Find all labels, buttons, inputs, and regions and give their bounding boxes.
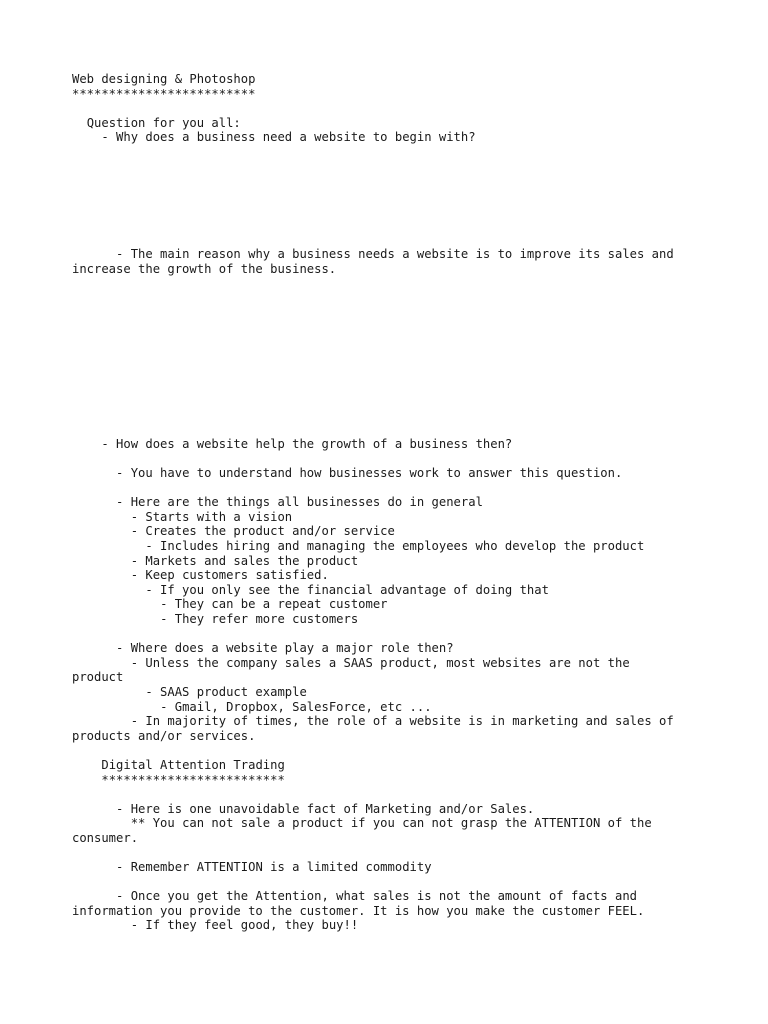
- text-line: [72, 320, 712, 335]
- text-line: [72, 160, 712, 175]
- text-line: [72, 218, 712, 233]
- text-line: [72, 233, 712, 248]
- text-line: - They refer more customers: [72, 611, 359, 626]
- text-line: Digital Attention Trading: [72, 757, 285, 772]
- text-line: - If they feel good, they buy!!: [72, 918, 359, 933]
- text-line: - How does a website help the growth of a business then?: [72, 436, 513, 451]
- text-line: - Remember ATTENTION is a limited commodity: [72, 860, 432, 875]
- text-line: increase the growth of the business.: [72, 261, 337, 276]
- text-line: [72, 875, 712, 890]
- text-line: [72, 481, 712, 496]
- text-line: *************************: [72, 86, 256, 101]
- text-line: [72, 408, 712, 423]
- text-line: - They can be a repeat customer: [72, 597, 388, 612]
- text-line: product: [72, 670, 124, 685]
- text-line: [72, 306, 712, 321]
- document-page: [72, 72, 712, 933]
- text-line: [72, 335, 712, 350]
- text-line: - Markets and sales the product: [72, 553, 359, 568]
- text-line: - SAAS product example: [72, 684, 307, 699]
- text-line: [72, 364, 712, 379]
- text-line: products and/or services.: [72, 728, 256, 743]
- text-line: - The main reason why a business needs a website is to improve its sales and: [72, 247, 674, 262]
- text-line: [72, 378, 712, 393]
- text-line: [72, 349, 712, 364]
- text-line: - Unless the company sales a SAAS product, most websites are not the: [72, 655, 630, 670]
- text-line: - Starts with a vision: [72, 509, 293, 524]
- text-line: [72, 101, 712, 116]
- text-line: [72, 291, 712, 306]
- text-line: Question for you all:: [72, 115, 241, 130]
- text-line: [72, 743, 712, 758]
- text-line: [72, 203, 712, 218]
- text-line: - Here are the things all businesses do in general: [72, 495, 483, 510]
- text-line: - In majority of times, the role of a website is in marketing and sales of: [72, 714, 674, 729]
- text-line: [72, 276, 712, 291]
- text-line: information you provide to the customer. It is how you make the customer FEEL.: [72, 903, 645, 918]
- text-line: - Gmail, Dropbox, SalesForce, etc ...: [72, 699, 432, 714]
- text-line: [72, 393, 712, 408]
- text-line: [72, 422, 712, 437]
- text-line: - Keep customers satisfied.: [72, 568, 329, 583]
- text-line: [72, 845, 712, 860]
- text-line: [72, 627, 712, 642]
- text-line: Web designing & Photoshop: [72, 72, 256, 86]
- text-line: - Creates the product and/or service: [72, 524, 395, 539]
- text-line: [72, 145, 712, 160]
- text-line: - You have to understand how businesses work to answer this question.: [72, 466, 623, 481]
- text-line: - Here is one unavoidable fact of Marketing and/or Sales.: [72, 801, 535, 816]
- text-line: consumer.: [72, 830, 139, 845]
- text-line: - Once you get the Attention, what sales is not the amount of facts and: [72, 889, 637, 904]
- text-line: [72, 451, 712, 466]
- text-line: - Includes hiring and managing the employees who develop the product: [72, 539, 645, 553]
- text-line: - If you only see the financial advantage of doing that: [72, 582, 549, 597]
- text-line: [72, 174, 712, 189]
- text-line: ** You can not sale a product if you can not grasp the ATTENTION of the: [72, 816, 652, 831]
- text-line: [72, 787, 712, 802]
- text-line: - Where does a website play a major role then?: [72, 641, 454, 656]
- text-line: - Why does a business need a website to begin with?: [72, 130, 476, 145]
- text-line: [72, 189, 712, 204]
- text-line: *************************: [72, 772, 285, 787]
